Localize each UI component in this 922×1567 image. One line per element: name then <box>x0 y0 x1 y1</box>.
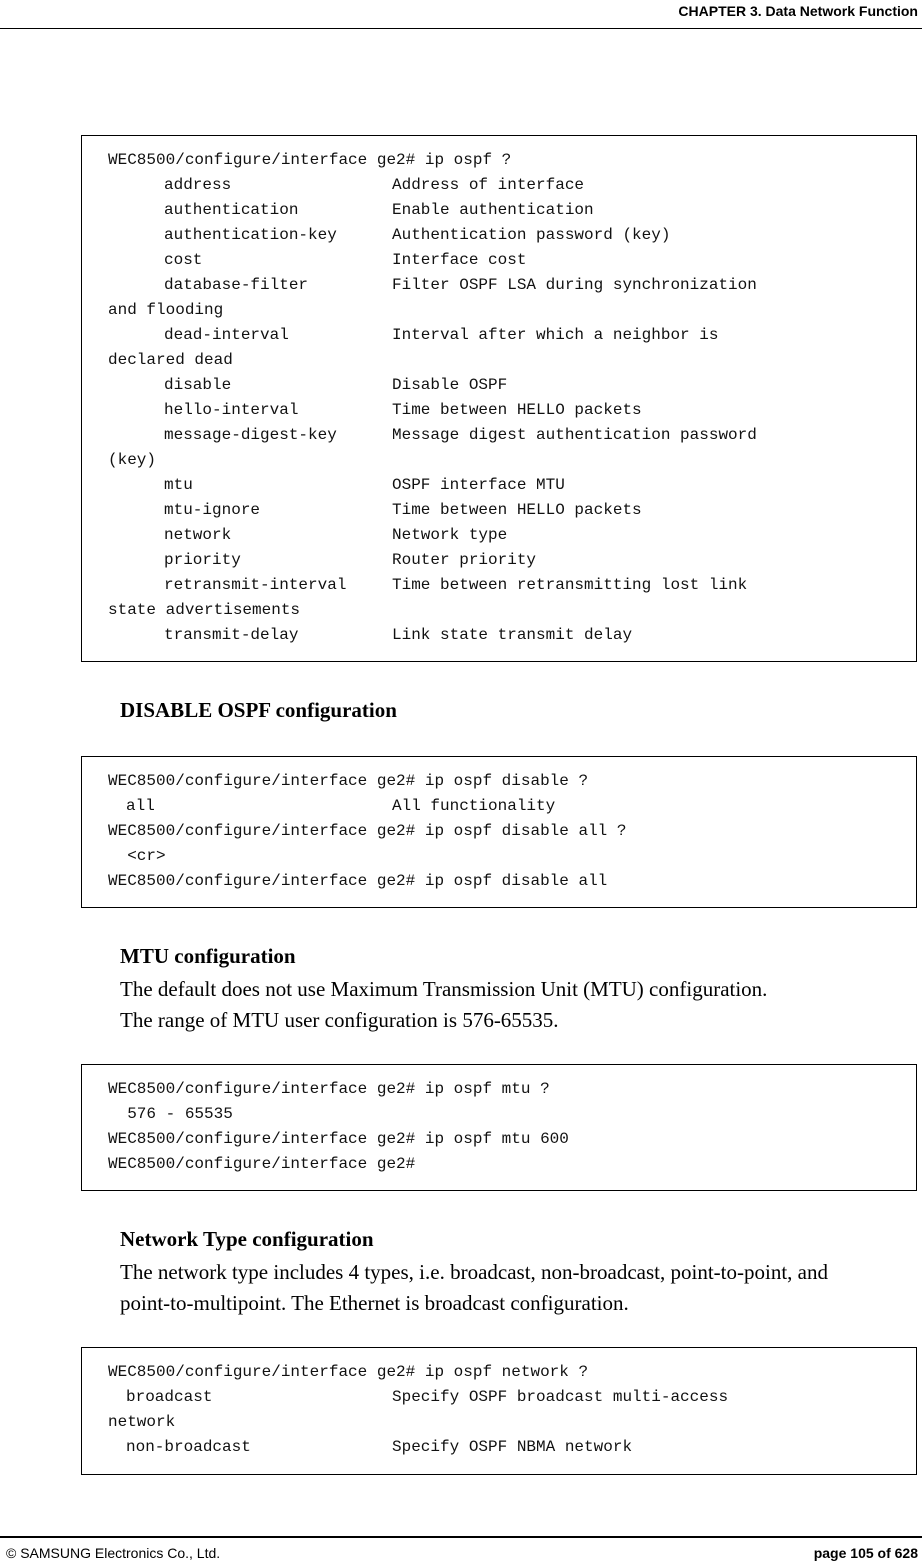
option-description: Authentication password (key) <box>392 226 671 244</box>
option-description: Message digest authentication password <box>392 426 757 444</box>
code-option-row <box>108 498 916 523</box>
paragraph: point-to-multipoint. The Ethernet is broadcast configuration. <box>120 1291 629 1315</box>
option-description: All functionality <box>392 797 556 815</box>
code-line: <cr> <box>108 847 166 865</box>
code-line: 576 - 65535 <box>108 1105 233 1123</box>
code-block-mtu <box>81 1064 917 1191</box>
option-command: mtu-ignore <box>164 501 261 519</box>
option-command: cost <box>164 251 203 269</box>
code-line: WEC8500/configure/interface ge2# ip ospf mtu 600 <box>108 1130 569 1148</box>
code-continuation: (key) <box>108 451 157 469</box>
option-description: Specify OSPF broadcast multi-access <box>392 1388 729 1406</box>
option-command: address <box>164 176 232 194</box>
paragraph: The range of MTU user configuration is 576-65535. <box>120 1008 559 1032</box>
page-footer <box>0 1536 922 1567</box>
code-option-row <box>108 223 916 248</box>
option-command: mtu <box>164 476 193 494</box>
chapter-title: CHAPTER 3. Data Network Function <box>678 3 918 19</box>
option-command: authentication-key <box>164 226 337 244</box>
option-command: all <box>126 797 155 815</box>
code-option-row <box>108 398 916 423</box>
paragraph: The default does not use Maximum Transmission Unit (MTU) configuration. <box>120 977 768 1001</box>
option-command: disable <box>164 376 232 394</box>
code-option-row <box>108 273 916 298</box>
option-description: OSPF interface MTU <box>392 476 565 494</box>
code-option-row <box>108 323 916 348</box>
option-description: Router priority <box>392 551 537 569</box>
option-command: database-filter <box>164 276 309 294</box>
option-command: authentication <box>164 201 299 219</box>
option-description: Link state transmit delay <box>392 626 633 644</box>
code-line: WEC8500/configure/interface ge2# ip ospf network ? <box>108 1363 589 1381</box>
code-option-row <box>108 794 916 819</box>
code-option-row <box>108 623 916 648</box>
code-continuation: network <box>108 1413 176 1431</box>
option-description: Filter OSPF LSA during synchronization <box>392 276 757 294</box>
section-heading-mtu: MTU configuration <box>120 944 296 968</box>
option-description: Interval after which a neighbor is <box>392 326 719 344</box>
option-list <box>108 173 916 648</box>
code-line: WEC8500/configure/interface ge2# ip ospf mtu ? <box>108 1080 550 1098</box>
option-command: transmit-delay <box>164 626 299 644</box>
code-prompt: WEC8500/configure/interface ge2# ip ospf ? <box>108 151 512 169</box>
option-command: retransmit-interval <box>164 576 347 594</box>
code-line: WEC8500/configure/interface ge2# ip ospf disable all <box>108 872 608 890</box>
option-description: Time between retransmitting lost link <box>392 576 748 594</box>
code-option-row <box>108 548 916 573</box>
code-option-row <box>108 373 916 398</box>
code-block-ospf-options <box>81 135 917 662</box>
code-line: WEC8500/configure/interface ge2# ip ospf disable all ? <box>108 822 627 840</box>
code-option-row <box>108 473 916 498</box>
code-line: WEC8500/configure/interface ge2# ip ospf disable ? <box>108 772 589 790</box>
option-description: Enable authentication <box>392 201 594 219</box>
code-block-disable <box>81 756 917 908</box>
code-option-row <box>108 248 916 273</box>
code-continuation: and flooding <box>108 301 224 319</box>
code-block-network <box>81 1347 917 1475</box>
code-option-row <box>108 173 916 198</box>
section-heading-disable: DISABLE OSPF configuration <box>120 698 397 722</box>
option-description: Network type <box>392 526 508 544</box>
page-header <box>0 0 922 29</box>
code-continuation: state advertisements <box>108 601 301 619</box>
option-command: message-digest-key <box>164 426 337 444</box>
option-command: hello-interval <box>164 401 299 419</box>
code-option-row <box>108 1435 916 1460</box>
option-description: Specify OSPF NBMA network <box>392 1438 633 1456</box>
copyright: © SAMSUNG Electronics Co., Ltd. <box>6 1545 221 1561</box>
code-option-row <box>108 423 916 448</box>
option-command: dead-interval <box>164 326 289 344</box>
option-command: priority <box>164 551 241 569</box>
option-command: non-broadcast <box>126 1438 251 1456</box>
paragraph: The network type includes 4 types, i.e. broadcast, non-broadcast, point-to-point, and <box>120 1260 828 1284</box>
option-description: Disable OSPF <box>392 376 508 394</box>
option-command: broadcast <box>126 1388 213 1406</box>
code-option-row <box>108 573 916 598</box>
option-description: Interface cost <box>392 251 527 269</box>
code-continuation: declared dead <box>108 351 233 369</box>
code-line: WEC8500/configure/interface ge2# <box>108 1155 416 1173</box>
option-description: Time between HELLO packets <box>392 501 642 519</box>
code-option-row <box>108 523 916 548</box>
option-description: Address of interface <box>392 176 585 194</box>
code-option-row <box>108 198 916 223</box>
code-option-row <box>108 1385 916 1410</box>
option-description: Time between HELLO packets <box>392 401 642 419</box>
page-number: page 105 of 628 <box>813 1545 918 1561</box>
option-command: network <box>164 526 232 544</box>
section-heading-network: Network Type configuration <box>120 1227 374 1251</box>
